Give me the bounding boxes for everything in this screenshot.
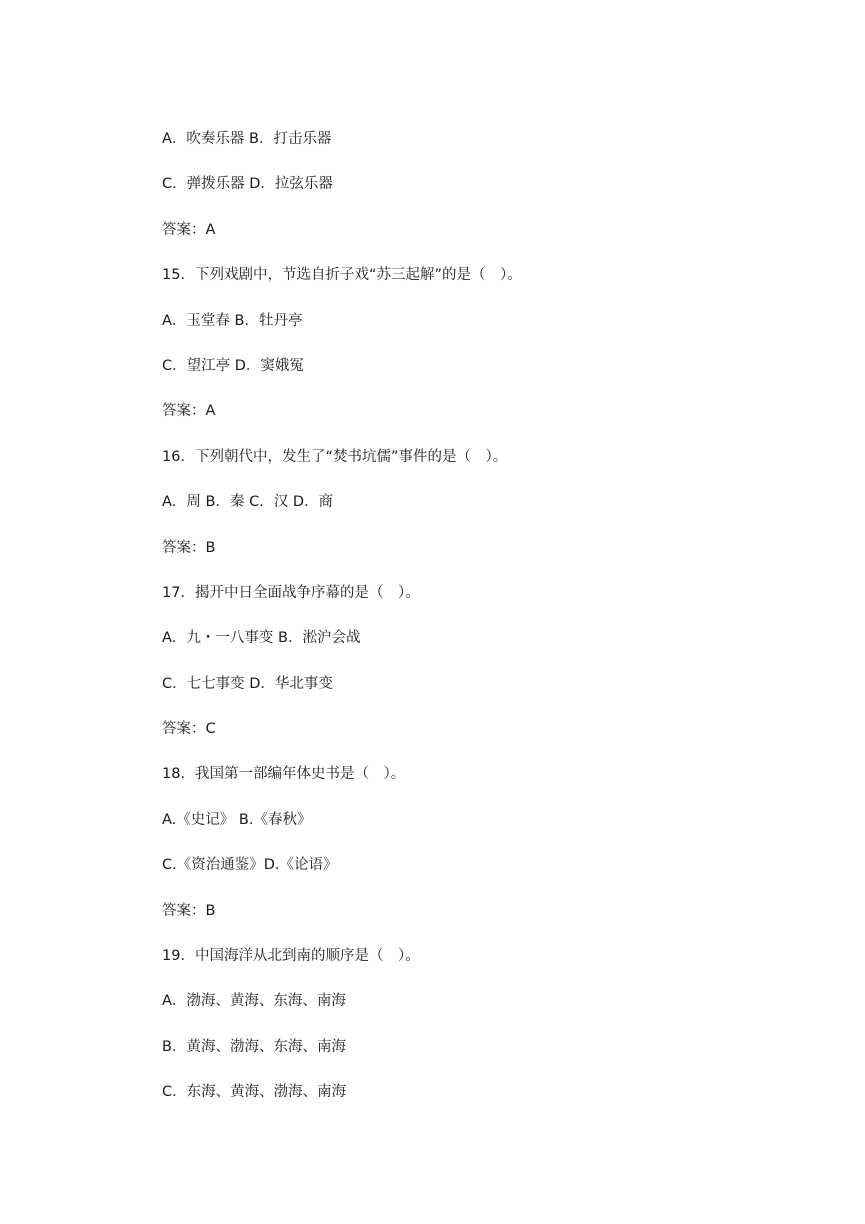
option-line-q18-cd: C.《资治通鉴》D.《论语》	[162, 857, 338, 874]
option-line-q17-ab: A．九・一八事变 B．淞沪会战	[162, 630, 361, 647]
question-19: 19．中国海洋从北到南的顺序是（ ）。	[162, 948, 420, 965]
option-line-q19-b: B．黄海、渤海、东海、南海	[162, 1038, 346, 1055]
option-line-q15-cd: C．望江亭 D．窦娥冤	[162, 357, 304, 374]
answer-line-q18: 答案：B	[162, 902, 216, 919]
option-line-q15-ab: A．玉堂春 B．牡丹亭	[162, 312, 303, 329]
option-line-q19-a: A．渤海、黄海、东海、南海	[162, 993, 346, 1010]
option-line-q14-ab: A．吹奏乐器 B．打击乐器	[162, 131, 332, 147]
option-line-q19-c: C．东海、黄海、渤海、南海	[162, 1084, 347, 1101]
answer-line-q16: 答案：B	[162, 539, 216, 556]
option-line-q18-ab: A.《史记》 B.《春秋》	[162, 811, 312, 828]
answer-line-q17: 答案：C	[162, 721, 216, 738]
option-line-q14-cd: C．弹拨乐器 D．拉弦乐器	[162, 176, 333, 193]
question-17: 17．揭开中日全面战争序幕的是（ ）。	[162, 584, 420, 601]
option-line-q17-cd: C．七七事变 D．华北事变	[162, 675, 333, 692]
document-text	[162, 127, 802, 1126]
option-line-q16: A．周 B．秦 C．汉 D．商	[162, 494, 333, 511]
answer-line-q15: 答案：A	[162, 403, 216, 420]
answer-line-q14: 答案：A	[162, 221, 216, 238]
question-16: 16．下列朝代中，发生了“焚书坑儒”事件的是（ ）。	[162, 448, 508, 465]
question-18: 18．我国第一部编年体史书是（ ）。	[162, 766, 406, 783]
question-15: 15．下列戏剧中，节选自折子戏“苏三起解”的是（ ）。	[162, 267, 522, 284]
